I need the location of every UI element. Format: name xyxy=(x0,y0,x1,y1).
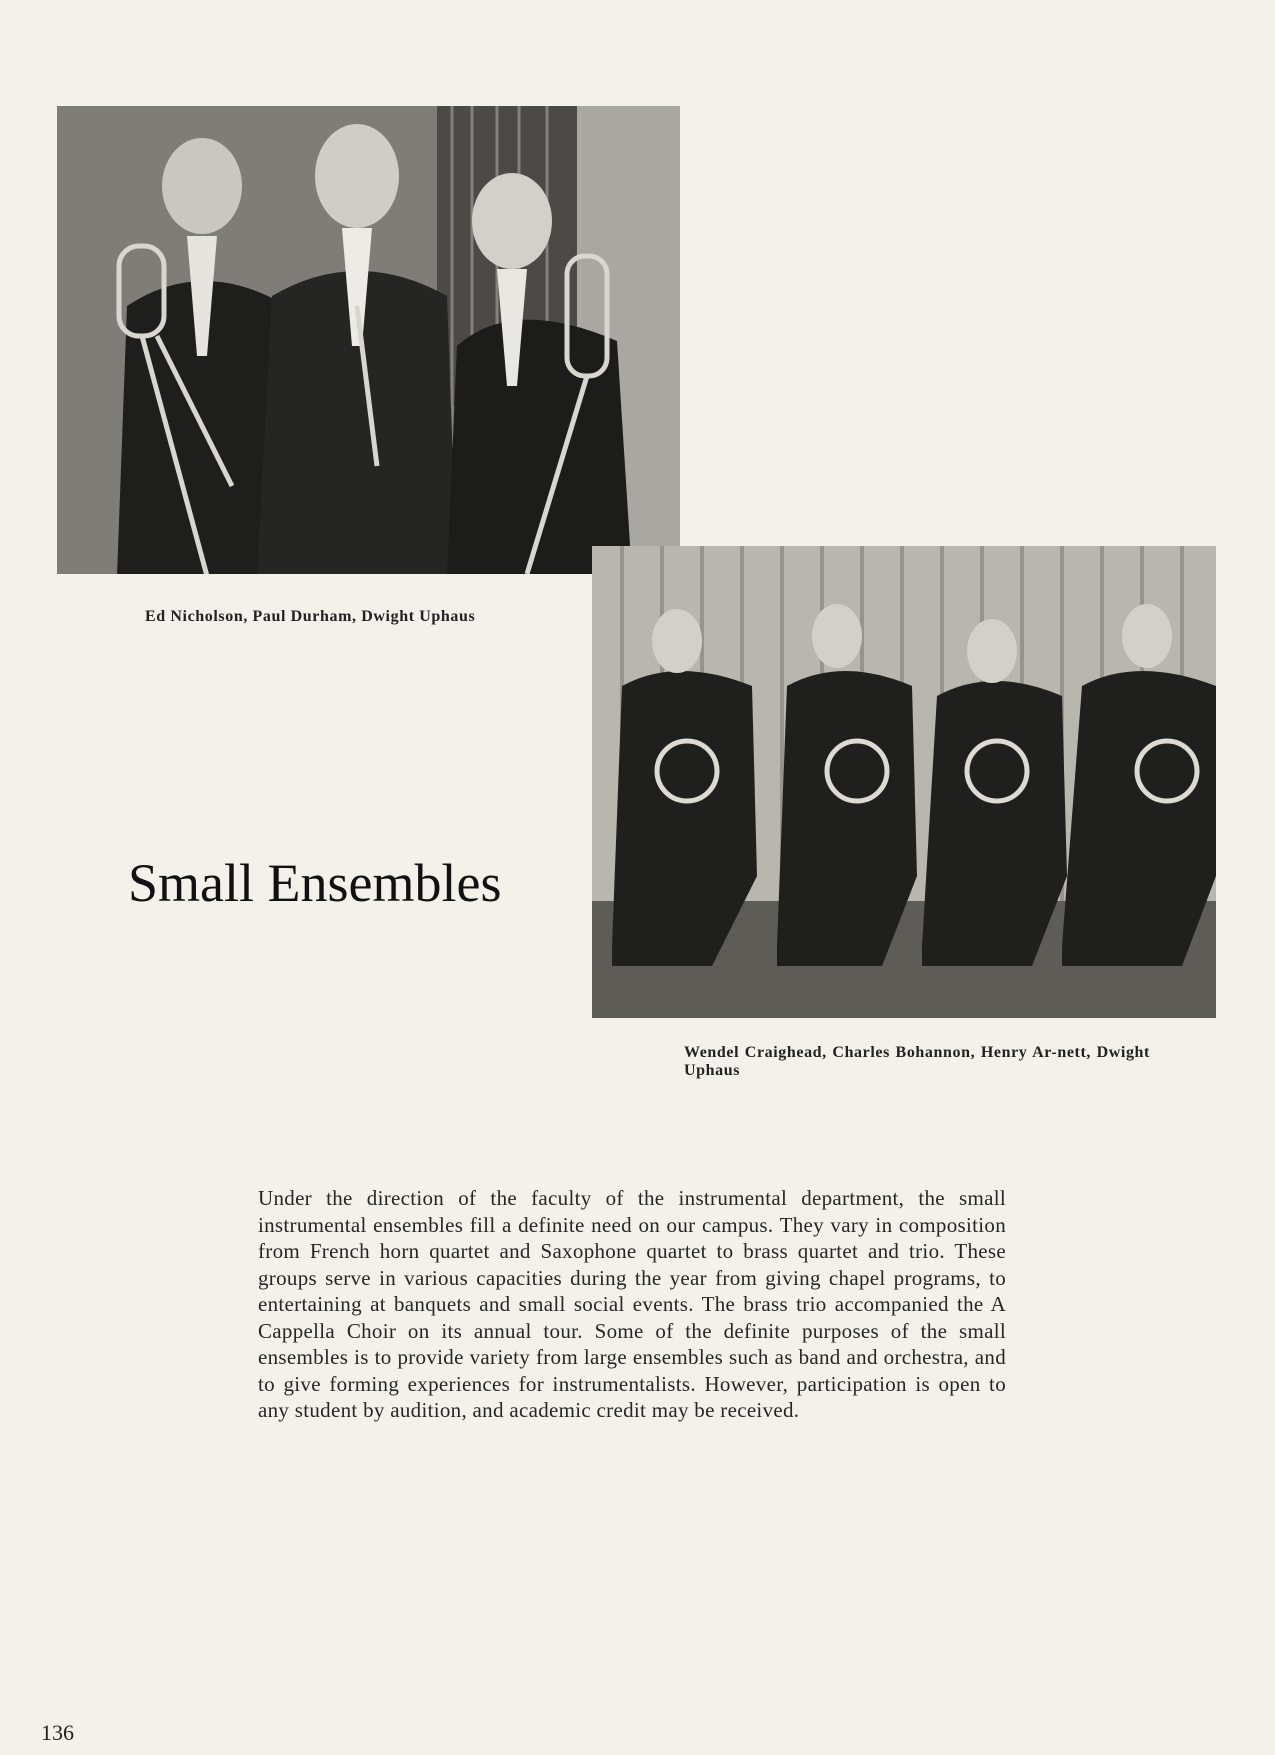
brass-trio-photo xyxy=(57,106,680,574)
body-paragraph: Under the direction of the faculty of the instrumental department, the small instrumental ensembles fill a definite need on our campus. They vary in composition from French horn quartet and Saxophone quartet to brass quartet and trio. These groups serve in various capacities during the year from giving chapel programs, to entertaining at banquets and small social events. The brass trio accompanied the A Cappella Choir on its annual tour. Some of the definite purposes of the small ensembles is to provide variety from large ensembles such as band and orchestra, and to give forming experiences for instrumentalists. However, participation is open to any student by audition, and academic credit may be received. xyxy=(258,1186,1006,1422)
horn-quartet-caption: Wendel Craighead, Charles Bohannon, Henry Ar-nett, Dwight Uphaus xyxy=(684,1044,1150,1079)
horn-quartet-photo xyxy=(592,546,1216,1018)
section-title: Small Ensembles xyxy=(128,853,502,913)
brass-trio-caption: Ed Nicholson, Paul Durham, Dwight Uphaus xyxy=(145,608,476,625)
page-number: 136 xyxy=(41,1720,74,1745)
